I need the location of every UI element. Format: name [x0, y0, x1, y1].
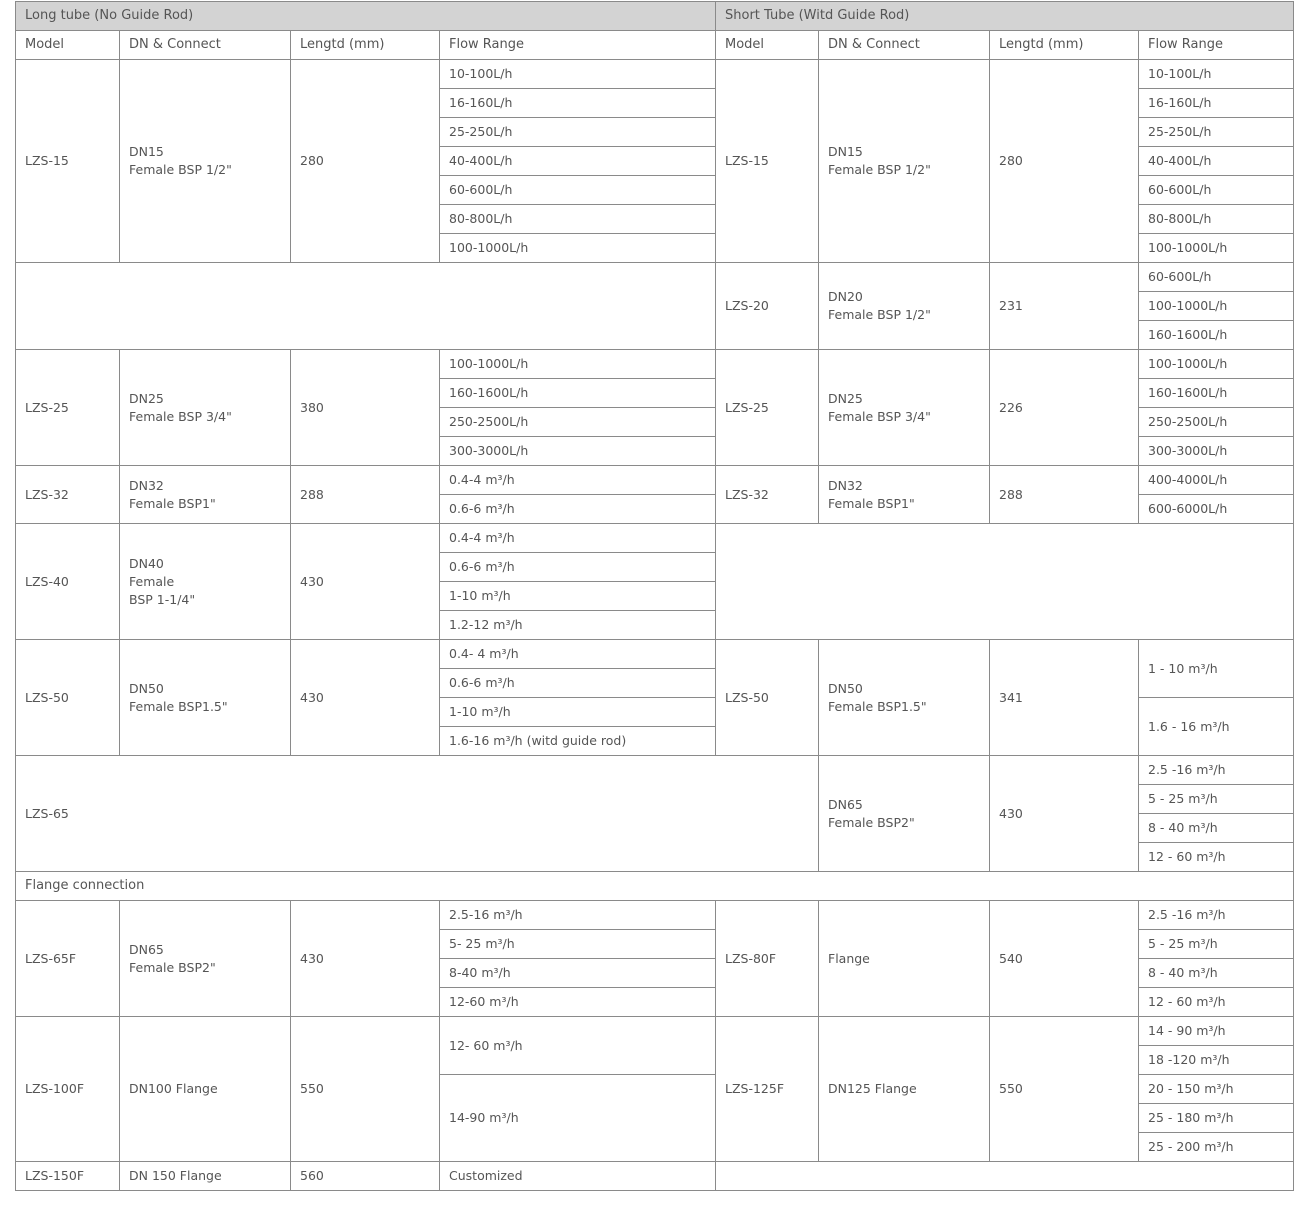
empty-cell: [716, 1162, 1294, 1191]
flow-range-cell: 16-160L/h: [1139, 89, 1294, 118]
flow-range-cell: 40-400L/h: [440, 147, 716, 176]
flow-range-cell: 20 - 150 m³/h: [1139, 1075, 1294, 1104]
flow-range-cell: Customized: [440, 1162, 716, 1191]
length-cell: 380: [291, 350, 440, 466]
model-cell: LZS-20: [716, 263, 819, 350]
flow-range-cell: 100-1000L/h: [1139, 234, 1294, 263]
dn-connect-cell: DN32 Female BSP1": [120, 466, 291, 524]
flow-range-cell: 100-1000L/h: [440, 234, 716, 263]
flow-range-cell: 25 - 180 m³/h: [1139, 1104, 1294, 1133]
empty-cell: [716, 524, 1294, 640]
dn-connect-cell: DN50 Female BSP1.5": [120, 640, 291, 756]
model-cell: LZS-50: [16, 640, 120, 756]
model-cell: LZS-150F: [16, 1162, 120, 1191]
flow-range-cell: 0.6-6 m³/h: [440, 553, 716, 582]
model-cell: LZS-65F: [16, 901, 120, 1017]
column-header-model: Model: [16, 31, 120, 60]
flow-range-cell: 0.4- 4 m³/h: [440, 640, 716, 669]
flow-range-cell: 100-1000L/h: [1139, 350, 1294, 379]
section-header-short-tube: Short Tube (Witd Guide Rod): [716, 2, 1294, 31]
flow-range-cell: 8-40 m³/h: [440, 959, 716, 988]
flow-range-cell: 14-90 m³/h: [440, 1075, 716, 1162]
column-header-flow-range: Flow Range: [440, 31, 716, 60]
column-header-dn-connect: DN & Connect: [120, 31, 291, 60]
section-header-long-tube: Long tube (No Guide Rod): [16, 2, 716, 31]
length-cell: 231: [990, 263, 1139, 350]
column-header-flow-range: Flow Range: [1139, 31, 1294, 60]
flow-range-cell: 300-3000L/h: [1139, 437, 1294, 466]
flow-range-cell: 0.6-6 m³/h: [440, 495, 716, 524]
flow-range-cell: 400-4000L/h: [1139, 466, 1294, 495]
length-cell: 288: [291, 466, 440, 524]
dn-connect-cell: DN125 Flange: [819, 1017, 990, 1162]
flow-range-cell: 600-6000L/h: [1139, 495, 1294, 524]
flowmeter-spec-table: [15, 1, 1294, 1191]
flow-range-cell: 100-1000L/h: [1139, 292, 1294, 321]
model-cell: LZS-80F: [716, 901, 819, 1017]
flow-range-cell: 300-3000L/h: [440, 437, 716, 466]
dn-connect-cell: DN65 Female BSP2": [819, 756, 990, 872]
flow-range-cell: 5 - 25 m³/h: [1139, 785, 1294, 814]
dn-connect-cell: DN65 Female BSP2": [120, 901, 291, 1017]
column-header-length: Lengtd (mm): [291, 31, 440, 60]
section-label-flange-connection: Flange connection: [16, 872, 1294, 901]
flow-range-cell: 160-1600L/h: [1139, 321, 1294, 350]
flow-range-cell: 5- 25 m³/h: [440, 930, 716, 959]
flow-range-cell: 0.4-4 m³/h: [440, 466, 716, 495]
length-cell: 280: [990, 60, 1139, 263]
flow-range-cell: 12 - 60 m³/h: [1139, 843, 1294, 872]
length-cell: 430: [291, 901, 440, 1017]
flow-range-cell: 1.6 - 16 m³/h: [1139, 698, 1294, 756]
length-cell: 550: [990, 1017, 1139, 1162]
dn-connect-cell: DN40 Female BSP 1-1/4": [120, 524, 291, 640]
flow-range-cell: 160-1600L/h: [440, 379, 716, 408]
length-cell: 430: [990, 756, 1139, 872]
flow-range-cell: 1.6-16 m³/h (witd guide rod): [440, 727, 716, 756]
flow-range-cell: 160-1600L/h: [1139, 379, 1294, 408]
flow-range-cell: 250-2500L/h: [1139, 408, 1294, 437]
flow-range-cell: 25-250L/h: [440, 118, 716, 147]
flow-range-cell: 60-600L/h: [1139, 263, 1294, 292]
length-cell: 341: [990, 640, 1139, 756]
flow-range-cell: 25 - 200 m³/h: [1139, 1133, 1294, 1162]
column-header-model: Model: [716, 31, 819, 60]
flow-range-cell: 12- 60 m³/h: [440, 1017, 716, 1075]
model-cell: LZS-32: [716, 466, 819, 524]
dn-connect-cell: DN25 Female BSP 3/4": [819, 350, 990, 466]
flow-range-cell: 25-250L/h: [1139, 118, 1294, 147]
length-cell: 560: [291, 1162, 440, 1191]
flow-range-cell: 1-10 m³/h: [440, 698, 716, 727]
flow-range-cell: 80-800L/h: [440, 205, 716, 234]
dn-connect-cell: DN100 Flange: [120, 1017, 291, 1162]
flow-range-cell: 14 - 90 m³/h: [1139, 1017, 1294, 1046]
model-cell: LZS-15: [716, 60, 819, 263]
flow-range-cell: 100-1000L/h: [440, 350, 716, 379]
flow-range-cell: 2.5-16 m³/h: [440, 901, 716, 930]
dn-connect-cell: DN32 Female BSP1": [819, 466, 990, 524]
model-cell: LZS-15: [16, 60, 120, 263]
flow-range-cell: 10-100L/h: [440, 60, 716, 89]
length-cell: 430: [291, 524, 440, 640]
model-cell: LZS-25: [716, 350, 819, 466]
model-cell: LZS-65: [16, 756, 819, 872]
dn-connect-cell: Flange: [819, 901, 990, 1017]
column-header-length: Lengtd (mm): [990, 31, 1139, 60]
flow-range-cell: 2.5 -16 m³/h: [1139, 901, 1294, 930]
model-cell: LZS-100F: [16, 1017, 120, 1162]
flow-range-cell: 1.2-12 m³/h: [440, 611, 716, 640]
flow-range-cell: 80-800L/h: [1139, 205, 1294, 234]
flow-range-cell: 60-600L/h: [1139, 176, 1294, 205]
flow-range-cell: 10-100L/h: [1139, 60, 1294, 89]
length-cell: 288: [990, 466, 1139, 524]
flow-range-cell: 60-600L/h: [440, 176, 716, 205]
length-cell: 430: [291, 640, 440, 756]
flow-range-cell: 12 - 60 m³/h: [1139, 988, 1294, 1017]
flow-range-cell: 0.4-4 m³/h: [440, 524, 716, 553]
flow-range-cell: 12-60 m³/h: [440, 988, 716, 1017]
flow-range-cell: 1-10 m³/h: [440, 582, 716, 611]
flow-range-cell: 2.5 -16 m³/h: [1139, 756, 1294, 785]
length-cell: 540: [990, 901, 1139, 1017]
flow-range-cell: 16-160L/h: [440, 89, 716, 118]
flow-range-cell: 1 - 10 m³/h: [1139, 640, 1294, 698]
dn-connect-cell: DN 150 Flange: [120, 1162, 291, 1191]
flow-range-cell: 0.6-6 m³/h: [440, 669, 716, 698]
dn-connect-cell: DN15 Female BSP 1/2": [819, 60, 990, 263]
model-cell: LZS-125F: [716, 1017, 819, 1162]
flow-range-cell: 8 - 40 m³/h: [1139, 814, 1294, 843]
dn-connect-cell: DN25 Female BSP 3/4": [120, 350, 291, 466]
empty-cell: [16, 263, 716, 350]
model-cell: LZS-40: [16, 524, 120, 640]
model-cell: LZS-50: [716, 640, 819, 756]
dn-connect-cell: DN50 Female BSP1.5": [819, 640, 990, 756]
dn-connect-cell: DN20 Female BSP 1/2": [819, 263, 990, 350]
flow-range-cell: 40-400L/h: [1139, 147, 1294, 176]
column-header-dn-connect: DN & Connect: [819, 31, 990, 60]
flow-range-cell: 250-2500L/h: [440, 408, 716, 437]
length-cell: 550: [291, 1017, 440, 1162]
length-cell: 226: [990, 350, 1139, 466]
flow-range-cell: 8 - 40 m³/h: [1139, 959, 1294, 988]
flow-range-cell: 5 - 25 m³/h: [1139, 930, 1294, 959]
model-cell: LZS-25: [16, 350, 120, 466]
flow-range-cell: 18 -120 m³/h: [1139, 1046, 1294, 1075]
length-cell: 280: [291, 60, 440, 263]
dn-connect-cell: DN15 Female BSP 1/2": [120, 60, 291, 263]
model-cell: LZS-32: [16, 466, 120, 524]
